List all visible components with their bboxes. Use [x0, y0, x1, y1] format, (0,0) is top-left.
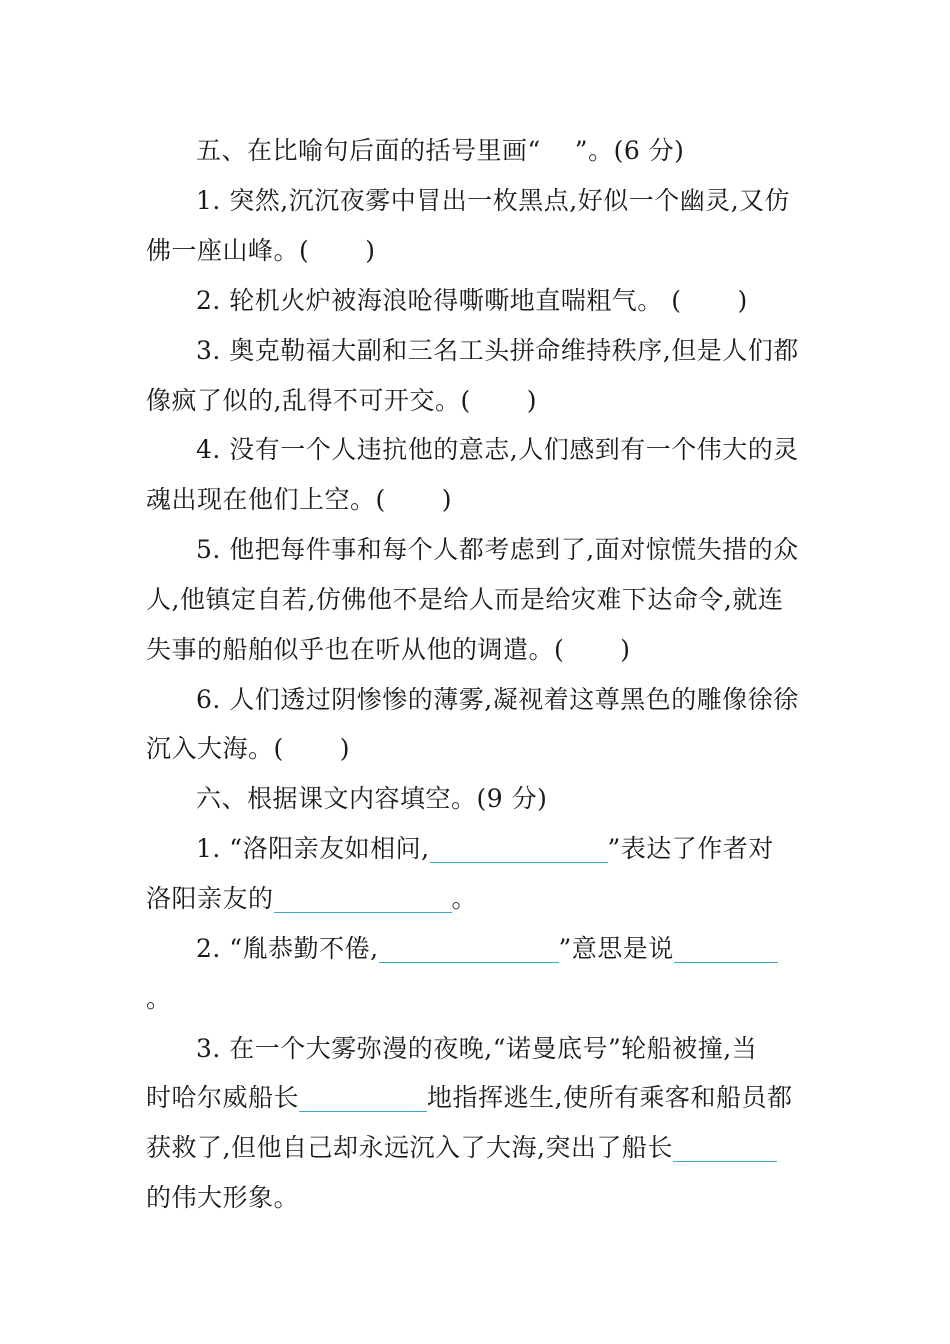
q1-text-d: 。: [451, 884, 478, 913]
q2-line-2: 。: [146, 984, 172, 1013]
item-2-text: 2. 轮机火炉被海浪呛得嘶嘶地直喘粗气。 (: [196, 286, 682, 315]
q3-text-c: 地指挥逃生,使所有乘客和船员都: [427, 1083, 793, 1112]
q3-text-b: 时哈尔威船长: [146, 1083, 300, 1112]
q1-blank-1[interactable]: [430, 832, 608, 863]
item-2-close: ): [737, 286, 748, 315]
section-5-heading: [196, 131, 806, 171]
section-5-heading-a: 五、在比喻句后面的括号里画“: [196, 136, 541, 165]
q2-text-b: ”意思是说: [558, 934, 674, 963]
q1-blank-2[interactable]: [274, 882, 452, 913]
item-6-text: 沉入大海。(: [146, 734, 284, 763]
item-2-line-1: [196, 281, 806, 321]
section-6-heading: 六、根据课文内容填空。(9 分): [196, 784, 548, 813]
item-6-line-1: 6. 人们透过阴惨惨的薄雾,凝视着这尊黑色的雕像徐徐: [196, 685, 799, 714]
item-5-line-1: 5. 他把每件事和每个人都考虑到了,面对惊慌失措的众: [196, 535, 799, 564]
q3-line-2: [146, 1078, 806, 1118]
q1-text-b: ”表达了作者对: [607, 834, 774, 863]
item-1-line-2: [146, 231, 806, 271]
q2-text-a: 2. “胤恭勤不倦,: [196, 934, 379, 963]
item-4-text: 魂出现在他们上空。(: [146, 485, 386, 514]
item-4-line-2: [146, 480, 806, 520]
q3-line-4: 的伟大形象。: [146, 1183, 300, 1212]
q3-blank-2[interactable]: [673, 1131, 777, 1162]
item-1-line-1: 1. 突然,沉沉夜雾中冒出一枚黑点,好似一个幽灵,又仿: [196, 186, 791, 215]
q1-text-a: 1. “洛阳亲友如相问,: [196, 834, 430, 863]
section-5-heading-b: ”。(6 分): [574, 136, 685, 165]
item-3-close: ): [526, 386, 537, 415]
item-4-line-1: 4. 没有一个人违抗他的意志,人们感到有一个伟大的灵: [196, 435, 799, 464]
item-5-text: 失事的船舶似乎也在听从他的调遣。(: [146, 635, 565, 664]
q1-line-1: [196, 829, 806, 869]
item-3-text: 像疯了似的,乱得不可开交。(: [146, 386, 471, 415]
q2-blank-2[interactable]: [674, 932, 778, 963]
q3-line-3: [146, 1128, 806, 1168]
q3-text-d: 获救了,但他自己却永远沉入了大海,突出了船长: [146, 1133, 673, 1162]
item-6-line-2: [146, 729, 806, 769]
item-6-close: ): [339, 734, 351, 763]
item-4-close: ): [441, 485, 453, 514]
q2-blank-1[interactable]: [379, 932, 559, 963]
q2-line-1: [196, 929, 806, 969]
item-5-line-3: [146, 630, 806, 670]
item-5-close: ): [620, 635, 631, 664]
q1-text-c: 洛阳亲友的: [146, 884, 274, 913]
item-1-close: ): [365, 236, 376, 265]
item-1-text: 佛一座山峰。(: [146, 236, 310, 265]
q3-blank-1[interactable]: [299, 1081, 427, 1112]
q3-line-1: 3. 在一个大雾弥漫的夜晚,“诺曼底号”轮船被撞,当: [196, 1034, 758, 1063]
item-3-line-1: 3. 奥克勒福大副和三名工头拼命维持秩序,但是人们都: [196, 336, 799, 365]
item-5-line-2: 人,他镇定自若,仿佛他不是给人而是给灾难下达命令,就连: [146, 585, 784, 614]
q1-line-2: [146, 879, 806, 919]
item-3-line-2: [146, 381, 806, 421]
